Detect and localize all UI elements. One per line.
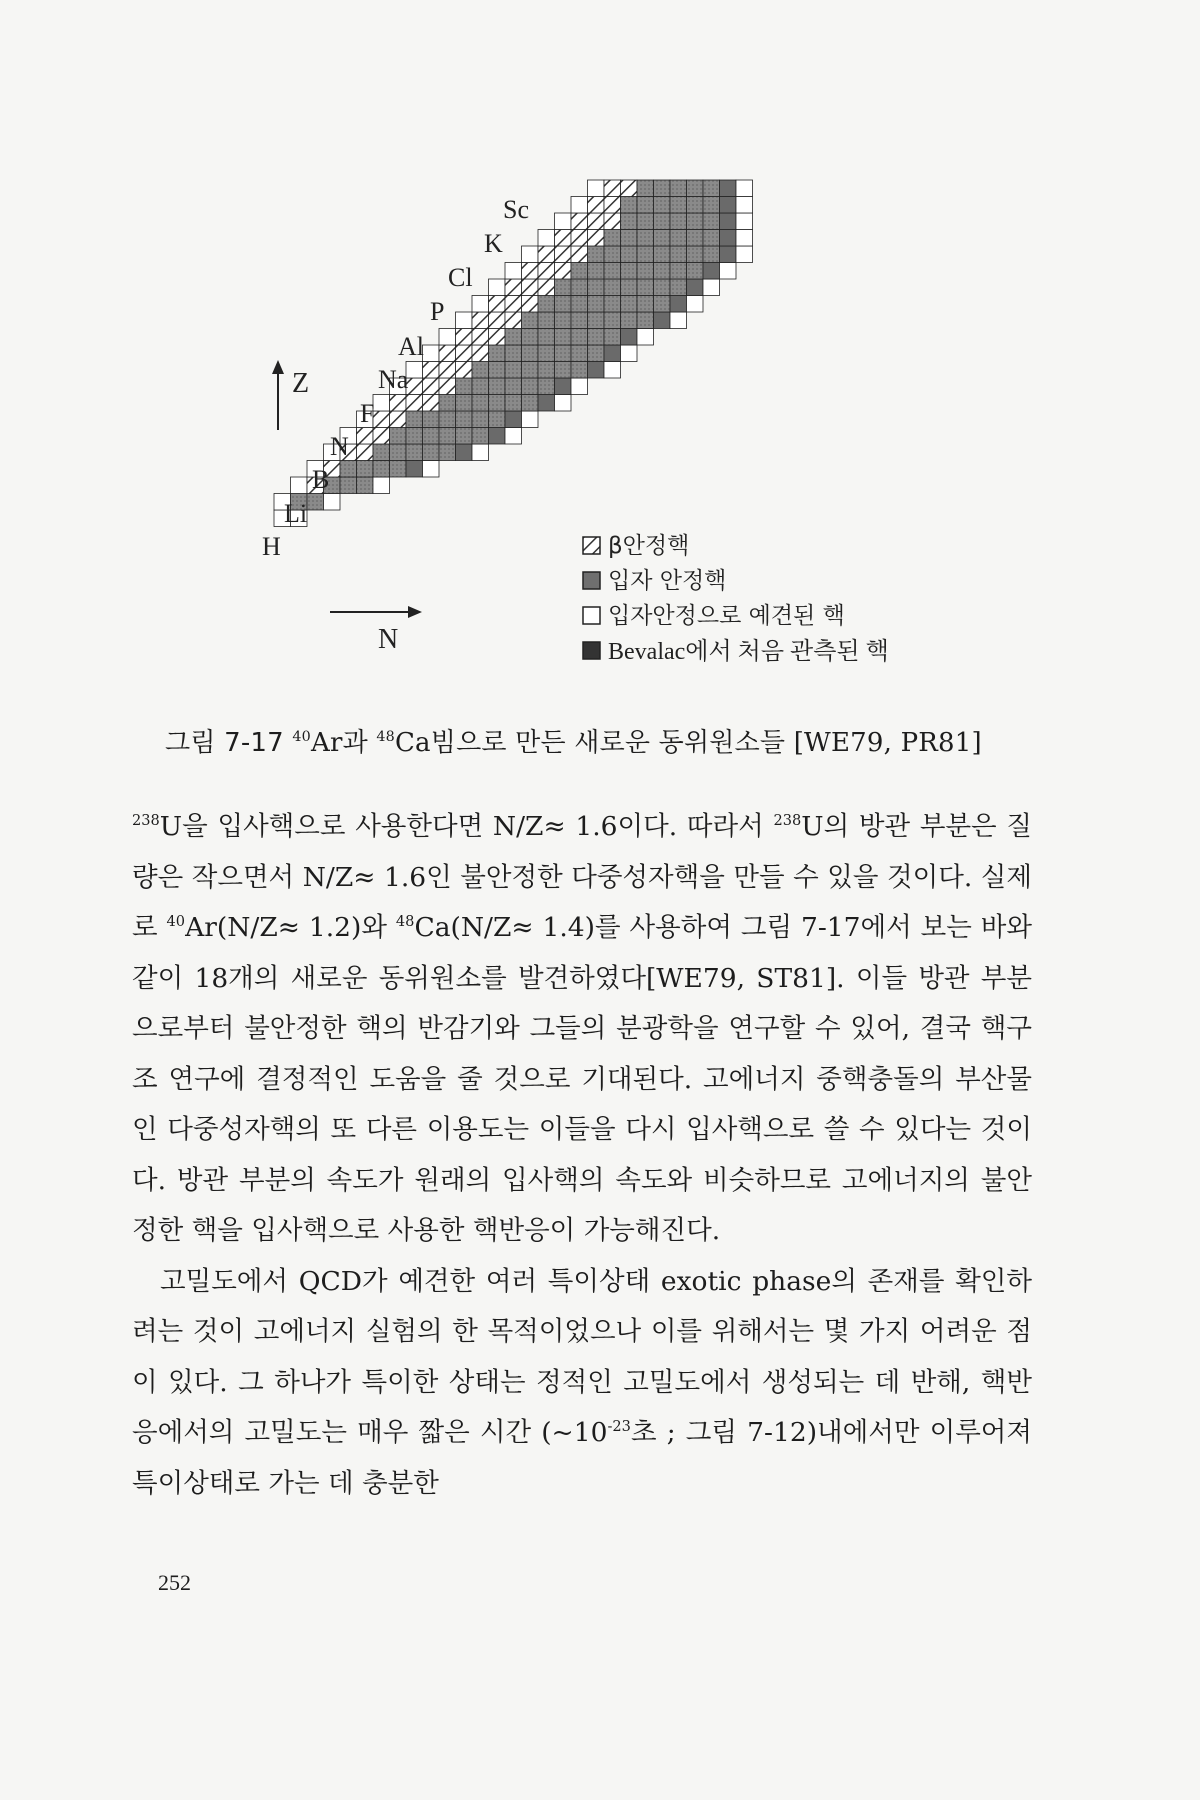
nuclide-cell [588, 329, 605, 346]
nuclide-cell [439, 428, 456, 445]
nuclide-cell [621, 329, 638, 346]
nuclide-cell [489, 296, 506, 313]
nuclide-cell [637, 279, 654, 296]
figure-caption [165, 722, 1065, 759]
nuclide-cell [555, 329, 572, 346]
nuclide-cell [604, 345, 621, 362]
nuclide-cell [538, 329, 555, 346]
nuclide-cell [703, 279, 720, 296]
nuclide-cell [736, 246, 753, 263]
nuclide-cell [423, 411, 440, 428]
nuclide-cell [390, 428, 407, 445]
nuclide-cell [555, 312, 572, 329]
nuclide-cell [654, 230, 671, 247]
nuclide-cell [373, 411, 390, 428]
nuclide-cell [390, 444, 407, 461]
nuclide-cell [307, 494, 324, 511]
nuclide-cell [604, 312, 621, 329]
nuclide-cell [406, 378, 423, 395]
legend-swatch-predicted [583, 607, 600, 624]
nuclide-cell [456, 312, 473, 329]
n-axis-label: N [378, 624, 399, 655]
nuclide-cell [555, 263, 572, 280]
nuclide-cell [604, 296, 621, 313]
nuclide-cell [538, 230, 555, 247]
nuclide-cell [439, 411, 456, 428]
nuclide-cell [687, 197, 704, 214]
nuclide-cell [406, 362, 423, 379]
nuclide-cell [621, 312, 638, 329]
nuclide-cell [571, 345, 588, 362]
nuclide-cell [621, 279, 638, 296]
nuclide-cell [522, 279, 539, 296]
legend-label-particle-stable: 입자 안정핵 [608, 568, 727, 594]
caption-ar: Ar과 [310, 728, 368, 758]
nuclide-cell [670, 197, 687, 214]
nuclide-cell [472, 395, 489, 412]
nuclide-cell [538, 395, 555, 412]
text-run: Ar(N/Z≈ 1.2)와 [185, 912, 396, 943]
nuclide-cell [588, 213, 605, 230]
nuclide-cell [654, 312, 671, 329]
nuclide-cell [390, 395, 407, 412]
nuclide-cell [621, 197, 638, 214]
legend-swatch-beta-stable [583, 537, 600, 554]
nuclide-cell [703, 263, 720, 280]
nuclide-cell [571, 296, 588, 313]
nuclide-cell [687, 213, 704, 230]
nuclide-cell [472, 444, 489, 461]
nuclide-cell [522, 263, 539, 280]
legend-swatch-bevalac [583, 642, 600, 659]
nuclide-cell [456, 444, 473, 461]
nuclide-cell [670, 213, 687, 230]
element-label-sc: Sc [503, 195, 529, 224]
mass-number: 238 [132, 811, 160, 829]
nuclide-cell [637, 197, 654, 214]
nuclide-cell [621, 213, 638, 230]
nuclide-cell [472, 428, 489, 445]
nuclide-cell [736, 230, 753, 247]
nuclide-cell [489, 378, 506, 395]
nuclide-cell [588, 263, 605, 280]
nuclide-cell [357, 444, 374, 461]
nuclide-cell [538, 246, 555, 263]
nuclide-cell [406, 444, 423, 461]
nuclide-cell [637, 213, 654, 230]
nuclide-cell [472, 378, 489, 395]
z-axis-arrowhead [272, 360, 284, 374]
nuclide-cell [423, 461, 440, 478]
nuclide-cell [588, 230, 605, 247]
nuclide-cell [720, 230, 737, 247]
nuclide-cell [604, 279, 621, 296]
nuclide-cell [637, 263, 654, 280]
nuclide-cell [439, 362, 456, 379]
nuclide-cell [522, 312, 539, 329]
nuclide-cell [423, 428, 440, 445]
nuclide-cell [357, 428, 374, 445]
nuclide-cell [373, 461, 390, 478]
nuclide-cell [654, 246, 671, 263]
nuclide-cell [654, 279, 671, 296]
text-run: U의 방관 부분은 질량은 작으면서 N/Z≈ 1.6인 불안정한 다중성자핵을 만들 수 있을 것이다. 실제로 [132, 811, 1032, 943]
nuclide-cell [720, 246, 737, 263]
caption-ca: Ca빔으로 만든 새로운 동위원소들 [394, 728, 786, 758]
nuclide-cell [505, 279, 522, 296]
element-label-na: Na [378, 365, 409, 394]
nuclide-cell [538, 263, 555, 280]
nuclide-cell [588, 345, 605, 362]
nuclide-cell [555, 246, 572, 263]
nuclide-cell [555, 362, 572, 379]
nuclide-cell [522, 378, 539, 395]
legend [583, 533, 889, 665]
nuclide-cell [604, 362, 621, 379]
nuclide-cell [373, 444, 390, 461]
nuclide-cell [654, 296, 671, 313]
nuclide-cell [621, 246, 638, 263]
nuclide-cell [571, 362, 588, 379]
element-label-k: K [484, 229, 503, 258]
nuclide-cell [703, 246, 720, 263]
element-label-al: Al [398, 332, 424, 361]
ar-mass-number: 40 [292, 729, 311, 745]
nuclide-cell [538, 378, 555, 395]
nuclide-cell [522, 296, 539, 313]
nuclide-cell [637, 246, 654, 263]
nuclide-cell [423, 444, 440, 461]
nuclide-cell [621, 180, 638, 197]
nuclide-cell [736, 197, 753, 214]
nuclide-cell [522, 329, 539, 346]
nuclide-cell [654, 263, 671, 280]
nuclide-cell [571, 279, 588, 296]
nuclide-cell [621, 230, 638, 247]
nuclide-cell [588, 296, 605, 313]
nuclide-cell [324, 494, 341, 511]
nuclide-cell [571, 378, 588, 395]
nuclide-cell [390, 411, 407, 428]
nuclide-cell [505, 362, 522, 379]
nuclide-cell [538, 279, 555, 296]
nuclide-cell [472, 329, 489, 346]
nuclide-cell [505, 329, 522, 346]
nuclide-cell [736, 180, 753, 197]
text-run: Ca(N/Z≈ 1.4)를 사용하여 그림 7-17에서 보는 바와 같이 18개의 새로운 동위원소를 발견하였다[WE79, ST81]. 이들 방관 부분으로부터 불안정한 핵의 반감기와 그들의 분광학을 연구할 수 있어, 결국 핵구조 연구에 결정적인 도움을 줄 것으로 기대된다. 고에너지 중핵충돌의 부산물인 다중성자핵의 또 다른 이용도는 이들을 다시 입사핵으로 쓸 수 있다는 것이다. 방관 부분의 속도가 원래의 입사핵의 속도와 비슷하므로 고에너지의 불안정한 핵을 입사핵으로 사용한 핵반응이 가능해진다. [132, 912, 1032, 1246]
mass-number: 48 [395, 912, 415, 930]
element-label-n: N [330, 432, 349, 461]
nuclide-cell [340, 477, 357, 494]
nuclide-cell [621, 345, 638, 362]
nuclide-cell [670, 296, 687, 313]
nuclide-cell [456, 362, 473, 379]
nuclide-cell [456, 329, 473, 346]
nuclide-cell [505, 296, 522, 313]
nuclide-cell [505, 345, 522, 362]
nuclide-cell [703, 213, 720, 230]
nuclide-cell [588, 362, 605, 379]
nuclide-cell [373, 428, 390, 445]
nuclide-cell [505, 428, 522, 445]
element-label-li: Li [284, 499, 308, 528]
nuclide-cell [472, 312, 489, 329]
nuclide-cell [555, 230, 572, 247]
nuclide-cell [291, 477, 308, 494]
nuclide-cell [406, 411, 423, 428]
nuclide-cell [637, 296, 654, 313]
legend-label-beta-stable: β안정핵 [608, 533, 690, 559]
nuclide-cell [522, 411, 539, 428]
paragraph-1 [132, 802, 1032, 1257]
nuclide-cell [571, 263, 588, 280]
nuclide-cells [274, 180, 753, 527]
nuclide-cell [555, 395, 572, 412]
nuclide-cell [604, 180, 621, 197]
nuclide-cell [456, 428, 473, 445]
nuclide-cell [357, 477, 374, 494]
nuclide-cell [340, 461, 357, 478]
nuclide-cell [538, 296, 555, 313]
nuclide-cell [703, 197, 720, 214]
nuclide-cell [687, 279, 704, 296]
nuclide-cell [588, 312, 605, 329]
nuclide-cell [522, 362, 539, 379]
nuclide-cell [687, 263, 704, 280]
nuclide-cell [637, 312, 654, 329]
exponent: -23 [607, 1417, 631, 1435]
nuclide-cell [670, 246, 687, 263]
nuclide-cell [472, 411, 489, 428]
nuclide-cell [489, 329, 506, 346]
nuclide-cell [703, 180, 720, 197]
text-run: 고밀도에서 QCD가 예견한 여러 특이상태 exotic phase의 존재를 확인하려는 것이 고에너지 실험의 한 목적이었으나 이를 위해서는 몇 가지 어려운 점이 있다. 그 하나가 특이한 상태는 정적인 고밀도에서 생성되는 데 반해, 핵반응에서의 고밀도는 매우 짧은 시간 (~10 [132, 1265, 1032, 1448]
nuclide-cell [423, 362, 440, 379]
nuclide-cell [654, 197, 671, 214]
nuclide-cell [373, 477, 390, 494]
nuclide-cell [522, 345, 539, 362]
nuclide-cell [423, 345, 440, 362]
nuclide-cell [489, 395, 506, 412]
nuclide-cell [604, 263, 621, 280]
nuclide-cell [390, 461, 407, 478]
n-axis-arrowhead [408, 606, 422, 618]
nuclide-cell [687, 296, 704, 313]
nuclide-cell [505, 378, 522, 395]
nuclide-cell [472, 362, 489, 379]
nuclide-cell [489, 345, 506, 362]
ca-mass-number: 48 [376, 729, 395, 745]
text-run: 초 ; 그림 7-12)내에서만 이루어져 특이상태로 가는 데 충분한 [132, 1417, 1032, 1499]
nuclide-cell [489, 428, 506, 445]
page-number: 252 [158, 1570, 191, 1595]
nuclide-cell [555, 378, 572, 395]
nuclide-cell [637, 180, 654, 197]
nuclide-cell [604, 329, 621, 346]
nuclide-cell [555, 279, 572, 296]
legend-label-bevalac: Bevalac에서 처음 관측된 핵 [608, 639, 889, 665]
nuclide-cell [571, 213, 588, 230]
nuclide-cell [456, 411, 473, 428]
nuclide-cell [472, 296, 489, 313]
nuclide-cell [505, 411, 522, 428]
nuclide-cell [670, 230, 687, 247]
nuclide-cell [489, 411, 506, 428]
nuclide-cell [489, 362, 506, 379]
nuclide-cell [439, 345, 456, 362]
figure-number: 그림 7-17 [165, 728, 284, 758]
nuclide-cell [472, 345, 489, 362]
nuclide-cell [555, 213, 572, 230]
nuclide-cell [423, 395, 440, 412]
caption-refs: [WE79, PR81] [793, 728, 982, 758]
element-label-p: P [430, 297, 445, 326]
nuclide-cell [439, 444, 456, 461]
nuclide-cell [406, 395, 423, 412]
nuclide-cell [456, 345, 473, 362]
nuclide-cell [456, 378, 473, 395]
nuclide-cell [588, 197, 605, 214]
nuclide-cell [670, 263, 687, 280]
nuclide-cell [555, 345, 572, 362]
nuclide-cell [588, 246, 605, 263]
nuclide-cell [703, 230, 720, 247]
nuclide-cell [522, 246, 539, 263]
nuclide-cell [439, 329, 456, 346]
nuclide-cell [571, 312, 588, 329]
nuclide-cell [406, 428, 423, 445]
nuclide-cell [406, 461, 423, 478]
legend-swatch-particle-stable [583, 572, 600, 589]
nuclide-chart-figure [0, 0, 1200, 720]
nuclide-cell [555, 296, 572, 313]
nuclide-cell [687, 230, 704, 247]
nuclide-cell [505, 395, 522, 412]
nuclide-cell [571, 329, 588, 346]
nuclide-cell [538, 312, 555, 329]
nuclide-cell [357, 461, 374, 478]
mass-number: 40 [166, 912, 186, 930]
nuclide-cell [720, 213, 737, 230]
nuclide-cell [720, 180, 737, 197]
nuclide-cell [670, 312, 687, 329]
nuclide-cell [538, 362, 555, 379]
z-axis-label: Z [292, 368, 310, 399]
body-text [132, 802, 1032, 1509]
nuclide-cell [621, 263, 638, 280]
nuclide-cell [670, 180, 687, 197]
nuclide-cell [604, 213, 621, 230]
element-label-f: F [360, 399, 375, 428]
nuclide-cell [687, 246, 704, 263]
nuclide-cell [621, 296, 638, 313]
mass-number: 238 [773, 811, 802, 829]
nuclide-cell [571, 246, 588, 263]
nuclide-cell [439, 395, 456, 412]
nuclide-cell [423, 378, 440, 395]
nuclide-cell [604, 246, 621, 263]
paragraph-2 [132, 1257, 1032, 1510]
nuclide-cell [538, 345, 555, 362]
nuclide-cell [439, 378, 456, 395]
element-label-b: B [312, 465, 330, 494]
nuclide-cell [505, 263, 522, 280]
nuclide-cell [637, 329, 654, 346]
nuclide-cell [720, 263, 737, 280]
nuclide-cell [588, 279, 605, 296]
nuclide-cell [736, 213, 753, 230]
nuclide-cell [456, 395, 473, 412]
element-label-cl: Cl [448, 263, 473, 292]
legend-label-predicted: 입자안정으로 예견된 핵 [608, 603, 845, 629]
nuclide-cell [654, 213, 671, 230]
nuclide-cell [571, 197, 588, 214]
nuclide-cell [571, 230, 588, 247]
nuclide-cell [604, 197, 621, 214]
nuclide-cell [654, 180, 671, 197]
nuclide-cell [373, 395, 390, 412]
nuclide-cell [522, 395, 539, 412]
nuclide-cell [637, 230, 654, 247]
nuclide-cell [604, 230, 621, 247]
nuclide-cell [489, 279, 506, 296]
nuclide-cell [670, 279, 687, 296]
nuclide-cell [687, 180, 704, 197]
nuclide-cell [720, 197, 737, 214]
nuclide-cell [489, 312, 506, 329]
nuclide-cell [588, 180, 605, 197]
element-label-h: H [262, 532, 281, 561]
nuclide-cell [505, 312, 522, 329]
text-run: U을 입사핵으로 사용한다면 N/Z≈ 1.6이다. 따라서 [159, 811, 774, 842]
